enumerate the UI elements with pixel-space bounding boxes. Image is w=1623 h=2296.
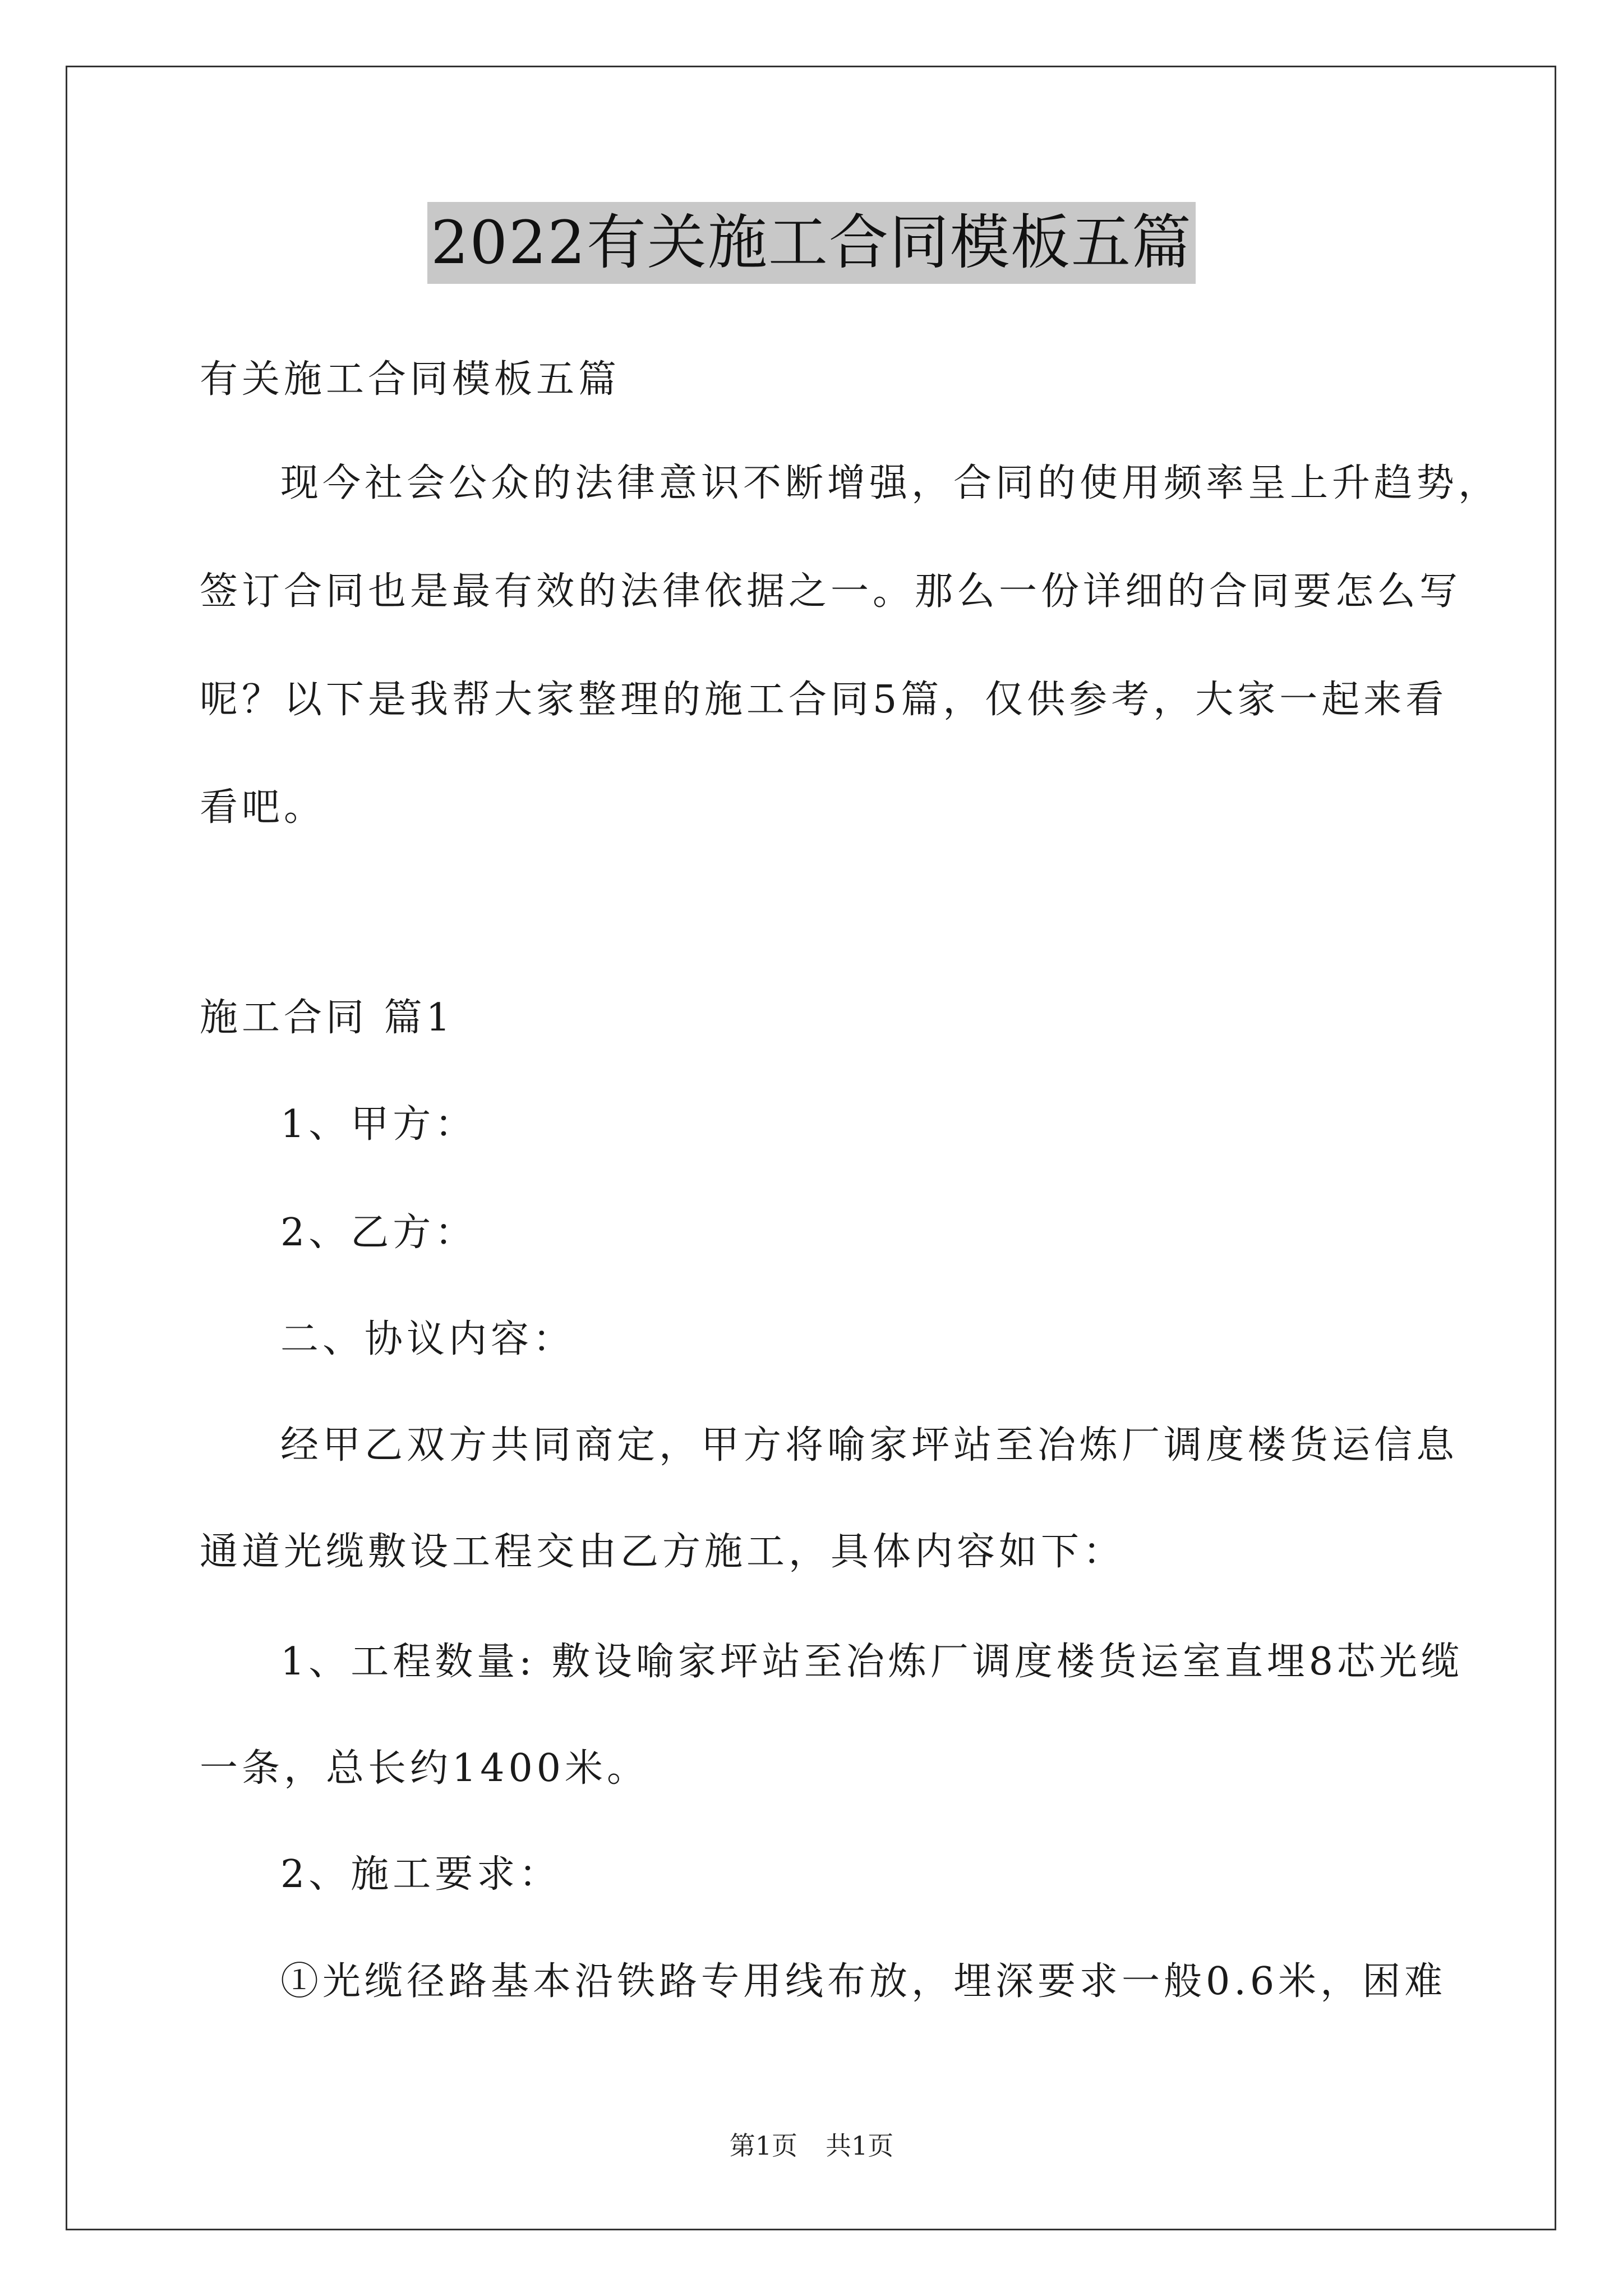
page-footer bbox=[0, 2129, 1623, 2162]
paragraph-line: 2、乙方： bbox=[280, 1211, 477, 1255]
section-heading: 施工合同 篇1 bbox=[200, 996, 454, 1040]
paragraph-line: 二、协议内容： bbox=[280, 1317, 575, 1361]
paragraph-line: 现今社会公众的法律意识不断增强，合同的使用频率呈上升趋势， bbox=[280, 461, 1501, 505]
paragraph-line: 呢？以下是我帮大家整理的施工合同5篇，仅供参考，大家一起来看 bbox=[200, 678, 1448, 722]
paragraph-line: 签订合同也是最有效的法律依据之一。那么一份详细的合同要怎么写 bbox=[200, 569, 1462, 614]
page-total: 共1页 bbox=[826, 2131, 894, 2161]
paragraph-line: 通道光缆敷设工程交由乙方施工，具体内容如下： bbox=[200, 1530, 1126, 1574]
paragraph-line: 1、工程数量: 敷设喻家坪站至冶炼厂调度楼货运室直埋8芯光缆 bbox=[280, 1640, 1464, 1684]
page-number: 第1页 bbox=[729, 2131, 797, 2161]
subtitle-line: 有关施工合同模板五篇 bbox=[200, 357, 621, 402]
document-title: 2022有关施工合同模板五篇 bbox=[427, 202, 1196, 284]
paragraph-line: 看吧。 bbox=[200, 785, 326, 830]
paragraph-line: 经甲乙双方共同商定，甲方将喻家坪站至冶炼厂调度楼货运信息 bbox=[280, 1423, 1459, 1467]
paragraph-line: 1、甲方： bbox=[280, 1102, 477, 1147]
paragraph-line: 2、施工要求： bbox=[280, 1852, 561, 1897]
paragraph-line: ①光缆径路基本沿铁路专用线布放，埋深要求一般0.6米，困难 bbox=[280, 1959, 1447, 2004]
paragraph-line: 一条，总长约1400米。 bbox=[200, 1746, 649, 1791]
title-container bbox=[0, 202, 1623, 284]
